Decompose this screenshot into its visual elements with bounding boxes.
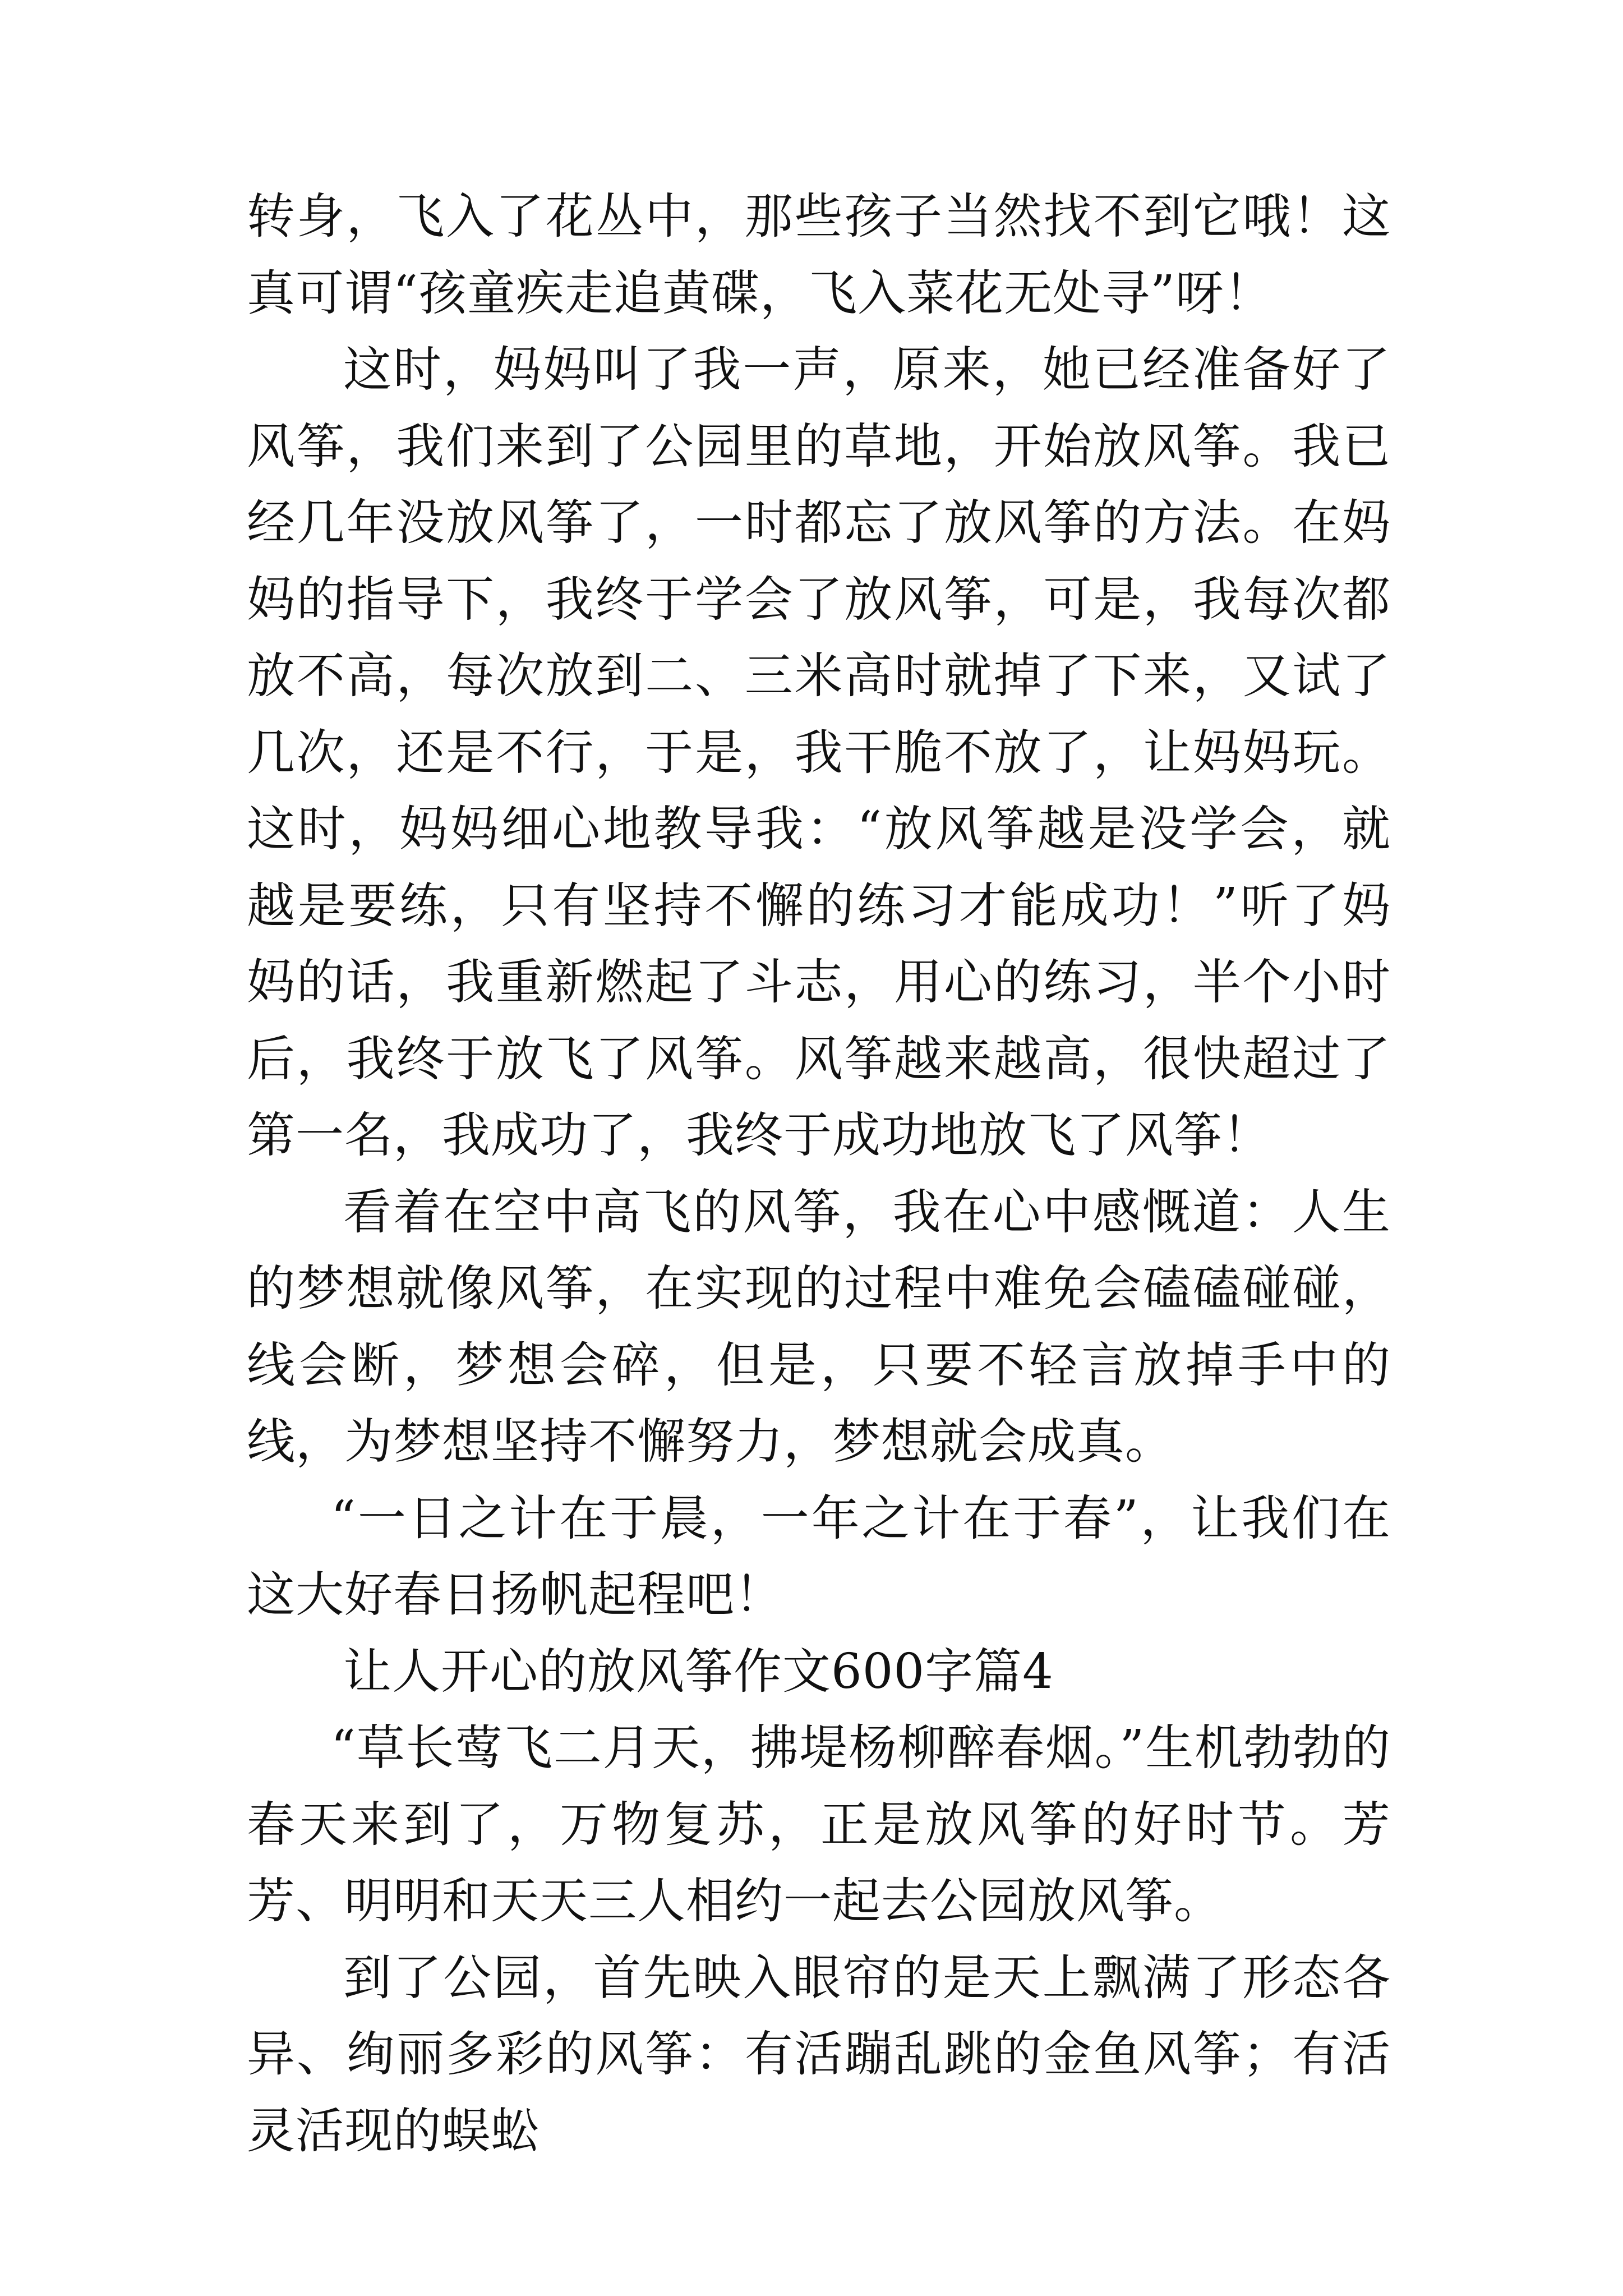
paragraph-reflection: 看着在空中高飞的风筝，我在心中感慨道：人生的梦想就像风筝，在实现的过程中难免会磕磕碰碰，线会断，梦想会碎，但是，只要不轻言放掉手中的线，为梦想坚持不懈努力，梦想就会成真。 — [247, 1184, 1391, 1470]
paragraph-continuation: 转身，飞入了花丛中，那些孩子当然找不到它哦！这真可谓“孩童疾走追黄碟，飞入菜花无处寻”呀！ — [247, 188, 1391, 321]
paragraph-park-kites: 到了公园，首先映入眼帘的是天上飘满了形态各异、绚丽多彩的风筝：有活蹦乱跳的金鱼风筝；有活灵活现的蜈蚣 — [247, 1949, 1391, 2159]
paragraph-spring-intro: “草长莺飞二月天，拂堤杨柳醉春烟。”生机勃勃的春天来到了，万物复苏，正是放风筝的好时节。芳芳、明明和天天三人相约一起去公园放风筝。 — [247, 1720, 1391, 1929]
paragraph-kite-learning: 这时，妈妈叫了我一声，原来，她已经准备好了风筝，我们来到了公园里的草地，开始放风筝。我已经几年没放风筝了，一时都忘了放风筝的方法。在妈妈的指导下，我终于学会了放风筝，可是，我每次都放不高，每次放到二、三米高时就掉了下来，又试了几次，还是不行，于是，我干脆不放了，让妈妈玩。这时，妈妈细心地教导我：“放风筝越是没学会，就越是要练，只有坚持不懈的练习才能成功！”听了妈妈的话，我重新燃起了斗志，用心的练习，半个小时后，我终于放飞了风筝。风筝越来越高，很快超过了第一名，我成功了，我终于成功地放飞了风筝！ — [247, 342, 1391, 1163]
paragraph-closing-quote: “一日之计在于晨，一年之计在于春”，让我们在这大好春日扬帆起程吧！ — [247, 1490, 1391, 1623]
article-body — [247, 178, 1391, 2169]
section-heading: 让人开心的放风筝作文600字篇4 — [343, 1643, 1054, 1700]
